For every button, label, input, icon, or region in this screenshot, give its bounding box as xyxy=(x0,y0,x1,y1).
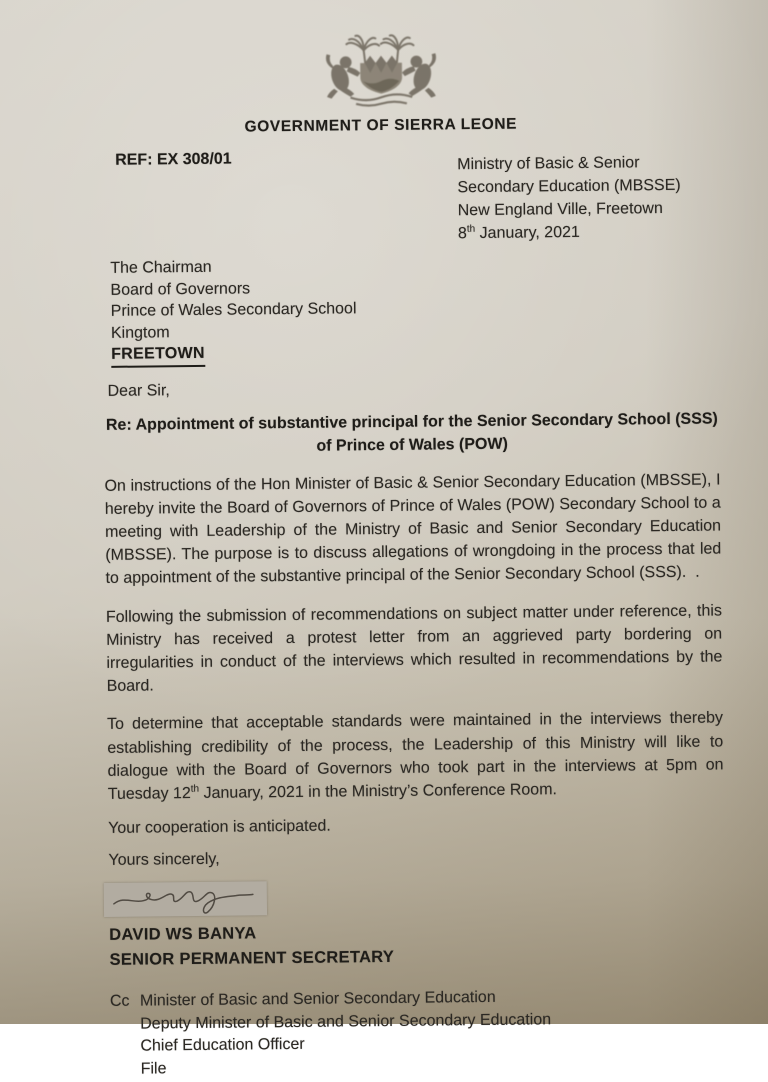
letter-date: 8th January, 2021 xyxy=(457,223,580,243)
sender-address-line: New England Ville, Freetown xyxy=(457,200,663,220)
date-ordinal-suffix: th xyxy=(190,783,200,795)
subject-line-2: of Prince of Wales (POW) xyxy=(316,435,508,455)
recipient-line: Kingtom xyxy=(110,323,170,342)
subject-line xyxy=(104,407,720,459)
cc-block xyxy=(110,985,727,1081)
sender-address-line: Secondary Education (MBSSE) xyxy=(457,176,681,197)
recipient-line: Prince of Wales Secondary School xyxy=(110,300,357,320)
subject-line-1: Re: Appointment of substantive principal for the Senior Secondary School (SSS) xyxy=(105,410,718,434)
cc-label: Cc xyxy=(109,992,130,1011)
cc-item: Chief Education Officer xyxy=(140,1036,305,1055)
paragraph-1: On instructions of the Hon Minister of Basic & Senior Secondary Education (MBSSE), I hereby invite the Board of Governors of Prince of Wales (POW) Secondary School to a meeting with Leadership of the Ministry of Basic and Senior Secondary Education (MBSSE). The purpose is to discuss allegations of wrongdoing in the process that led to appointment of the substantive principal of the Senior Secondary School (SSS). . xyxy=(104,470,722,588)
org-title: GOVERNMENT OF SIERRA LEONE xyxy=(244,115,518,136)
sender-address-block xyxy=(457,151,700,246)
paragraph-3: To determine that acceptable standards were maintained in the interviews thereby establishing credibility of the process, the Leadership of this Ministry will like to dialogue with the Board of Governors who took part in the interviews at 5pm on Tuesday 12th January, 2021 in the Ministry’s Conference Room. xyxy=(106,709,724,803)
valediction: Yours sincerely, xyxy=(108,850,220,870)
recipient-line: Board of Governors xyxy=(110,279,251,299)
cc-list xyxy=(140,986,552,1080)
recipient-city: FREETOWN xyxy=(111,343,205,367)
cc-item: Minister of Basic and Senior Secondary Education xyxy=(139,989,496,1010)
salutation: Dear Sir, xyxy=(107,381,170,400)
signature-image xyxy=(104,881,267,917)
cc-item: Deputy Minister of Basic and Senior Secondary Education xyxy=(140,1010,552,1033)
cc-item: File xyxy=(140,1059,167,1078)
signer-name: DAVID WS BANYA xyxy=(109,924,257,945)
signer-title: SENIOR PERMANENT SECRETARY xyxy=(109,948,395,970)
coat-of-arms-icon xyxy=(44,29,717,119)
date-ordinal-suffix: th xyxy=(466,223,476,235)
paragraph-2: Following the submission of recommendations on subject matter under reference, this Ministry has received a protest letter from an aggrieved party bordering on irregularities in conduct of the interviews which resulted in recommendations by the Board. xyxy=(105,601,723,696)
cooperation-line: Your cooperation is anticipated. xyxy=(108,817,331,838)
sender-address-line: Ministry of Basic & Senior xyxy=(457,154,640,174)
reference-row xyxy=(101,145,718,248)
recipient-block xyxy=(110,251,719,367)
recipient-line: The Chairman xyxy=(110,258,212,277)
reference-number: REF: EX 308/01 xyxy=(115,150,232,169)
